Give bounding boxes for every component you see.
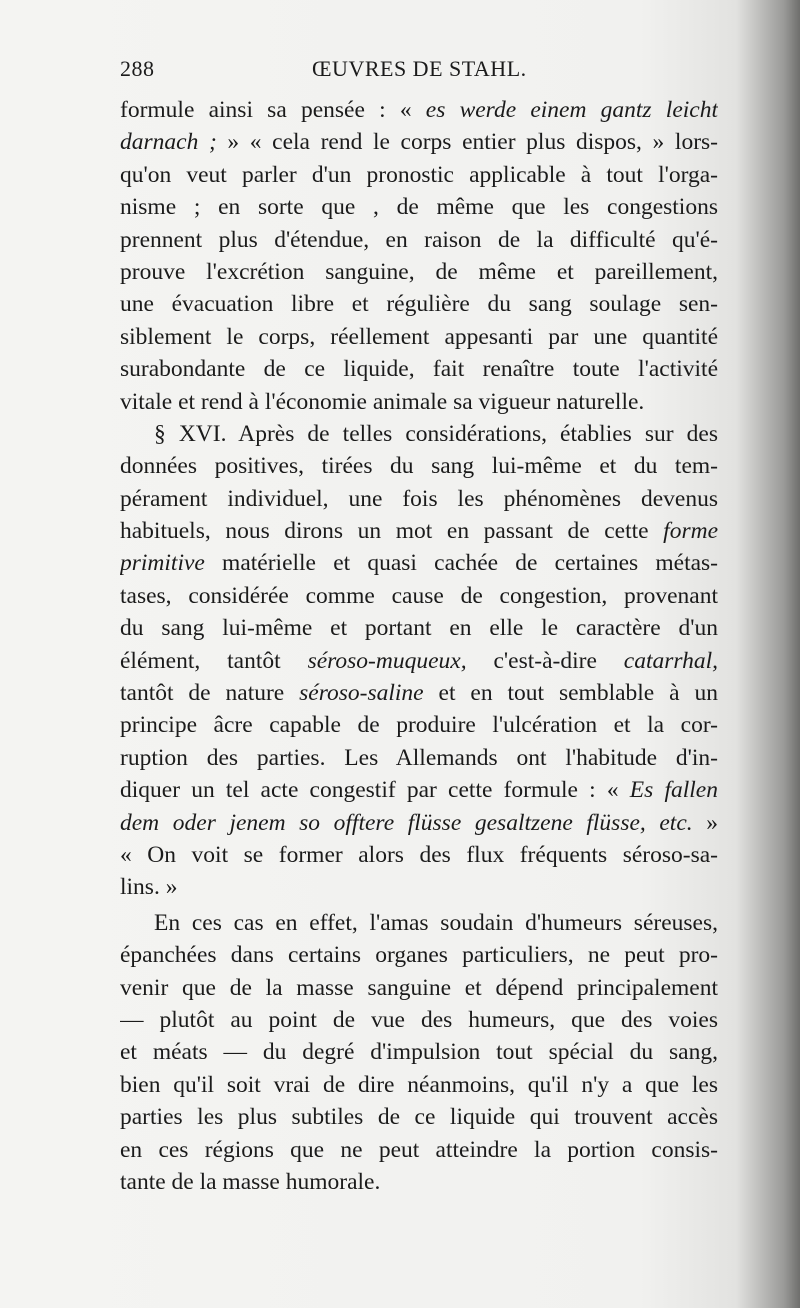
- text-run: du sang lui-même et portant en elle le caractère d'un: [120, 615, 718, 642]
- italic-text: dem oder jenem so offtere flüsse gesaltzene flüsse, etc.: [120, 809, 693, 836]
- text-run: diquer un tel acte congestif par cette formule : «: [120, 777, 630, 804]
- text-line: [120, 1069, 718, 1101]
- text-line: [120, 907, 718, 939]
- text-line: [120, 839, 718, 871]
- text-line: [120, 94, 718, 126]
- text-line: [120, 1004, 718, 1036]
- text-line: [120, 386, 718, 418]
- text-line: [120, 353, 718, 385]
- text-run: et méats — du degré d'impulsion tout spécial du sang,: [120, 1039, 718, 1066]
- text-run: surabondante de ce liquide, fait renaître toute l'activité: [120, 356, 718, 383]
- text-run: »: [692, 809, 718, 836]
- text-run: vitale et rend à l'économie animale sa vigueur naturelle.: [120, 388, 645, 415]
- text-run: et en tout semblable à un: [423, 680, 718, 707]
- text-line: [120, 515, 718, 547]
- italic-text: séroso-muqueux,: [307, 647, 467, 674]
- text-run: § XVI. Après de telles considérations, établies sur des: [154, 420, 718, 447]
- text-line: [120, 612, 718, 644]
- text-run: venir que de la masse sanguine et dépend principalement: [120, 974, 718, 1001]
- text-run: une évacuation libre et régulière du sang soulage sen-: [120, 291, 718, 318]
- text-line: [120, 1101, 718, 1133]
- text-run: En ces cas en effet, l'amas soudain d'humeurs séreuses,: [154, 909, 718, 936]
- text-run: principe âcre capable de produire l'ulcération et la cor-: [120, 712, 718, 739]
- text-run: tante de la masse humorale.: [120, 1168, 381, 1195]
- text-line: [120, 709, 718, 741]
- text-run: nisme ; en sorte que , de même que les congestions: [120, 194, 718, 221]
- text-run: tases, considérée comme cause de congestion, provenant: [120, 582, 718, 609]
- text-run: ruption des parties. Les Allemands ont l'habitude d'in-: [120, 744, 718, 771]
- text-run: » « cela rend le corps entier plus dispos, » lors-: [216, 129, 718, 156]
- text-run: données positives, tirées du sang lui-même et du tem-: [120, 453, 718, 480]
- italic-text: Es fallen: [629, 777, 718, 804]
- text-line: [120, 159, 718, 191]
- italic-text: primitive: [120, 550, 205, 577]
- text-run: — plutôt au point de vue des humeurs, que des voies: [120, 1006, 718, 1033]
- text-run: « On voit se former alors des flux fréquents séroso-sa-: [120, 841, 718, 868]
- text-run: matérielle et quasi cachée de certaines métas-: [204, 550, 718, 577]
- text-run: épanchées dans certains organes particuliers, ne peut pro-: [120, 942, 718, 969]
- text-run: prennent plus d'étendue, en raison de la difficulté qu'é-: [120, 226, 718, 253]
- text-line: [120, 645, 718, 677]
- italic-text: es werde einem gantz leicht: [425, 97, 718, 123]
- text-line: [120, 126, 718, 158]
- text-line: [120, 321, 718, 353]
- italic-text: darnach ;: [120, 129, 217, 156]
- body-text: [120, 94, 718, 1198]
- text-run: élément, tantôt: [120, 647, 308, 674]
- text-line: [120, 1166, 718, 1198]
- text-line: [120, 677, 718, 709]
- text-run: tantôt de nature: [120, 680, 300, 707]
- text-run: formule ainsi sa pensée : «: [120, 97, 426, 123]
- text-line: [120, 256, 718, 288]
- text-line: [120, 1036, 718, 1068]
- text-run: pérament individuel, une fois les phénomènes devenus: [120, 485, 718, 512]
- text-line: [120, 807, 718, 839]
- text-run: bien qu'il soit vrai de dire néanmoins, qu'il n'y a que les: [120, 1071, 718, 1098]
- page-number: 288: [120, 56, 155, 81]
- text-line: [120, 288, 718, 320]
- text-run: qu'on veut parler d'un pronostic applicable à tout l'orga-: [120, 161, 718, 188]
- text-line: [120, 1134, 718, 1166]
- text-line: [120, 191, 718, 223]
- text-run: en ces régions que ne peut atteindre la portion consis-: [120, 1136, 718, 1163]
- text-line: [120, 580, 718, 612]
- text-line: [120, 483, 718, 515]
- text-run: lins. »: [120, 874, 178, 901]
- text-run: habituels, nous dirons un mot en passant de cette: [120, 518, 664, 545]
- italic-text: forme: [663, 518, 718, 545]
- text-line: [120, 418, 718, 450]
- text-run: siblement le corps, réellement appesanti par une quantité: [120, 323, 718, 350]
- text-line: [120, 871, 718, 903]
- italic-text: séroso-saline: [299, 680, 424, 707]
- text-line: [120, 450, 718, 482]
- text-line: [120, 224, 718, 256]
- text-line: [120, 972, 718, 1004]
- text-run: prouve l'excrétion sanguine, de même et pareillement,: [120, 258, 718, 285]
- text-run: parties les plus subtiles de ce liquide qui trouvent accès: [120, 1104, 718, 1131]
- text-line: [120, 547, 718, 579]
- italic-text: catarrhal,: [623, 647, 718, 674]
- text-line: [120, 774, 718, 806]
- text-line: [120, 742, 718, 774]
- text-run: c'est-à-dire: [466, 647, 624, 674]
- text-line: [120, 939, 718, 971]
- running-title: ŒUVRES DE STAHL.: [312, 56, 527, 81]
